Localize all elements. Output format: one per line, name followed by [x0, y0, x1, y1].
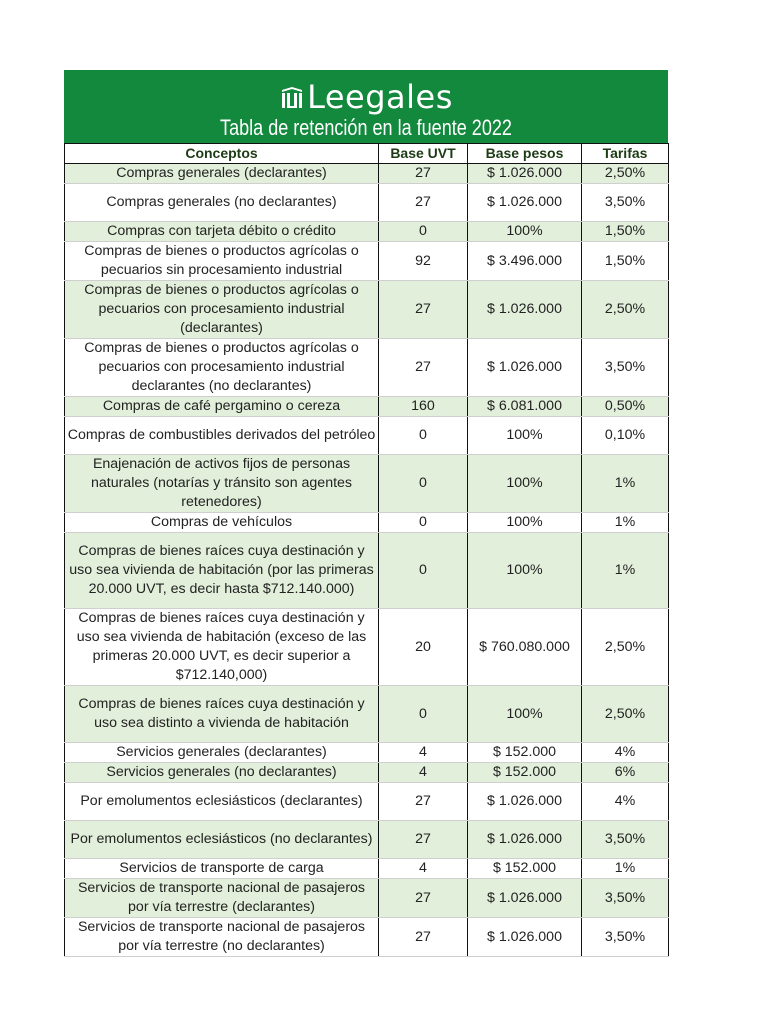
cell-base-uvt: 0 — [379, 455, 468, 513]
cell-tarifa: 1% — [582, 513, 669, 533]
cell-concepto: Compras de bienes raíces cuya destinación y uso sea vivienda de habitación (por las primeras 20.000 UVT, es decir hasta $712.140.000) — [65, 533, 379, 609]
cell-concepto: Servicios de transporte nacional de pasajeros por vía terrestre (declarantes) — [65, 879, 379, 918]
cell-concepto: Compras generales (no declarantes) — [65, 184, 379, 222]
table-row — [65, 455, 669, 513]
cell-base-uvt: 27 — [379, 184, 468, 222]
cell-tarifa: 2,50% — [582, 686, 669, 743]
cell-base-pesos: $ 3.496.000 — [468, 242, 582, 281]
column-header-tarifas: Tarifas — [582, 144, 669, 164]
cell-base-pesos: $ 1.026.000 — [468, 918, 582, 957]
cell-base-uvt: 27 — [379, 783, 468, 821]
cell-base-uvt: 27 — [379, 879, 468, 918]
brand-name: Leegales — [307, 78, 453, 116]
cell-base-uvt: 27 — [379, 339, 468, 397]
cell-concepto: Compras de bienes o productos agrícolas o pecuarios con procesamiento industrial declarantes (no declarantes) — [65, 339, 379, 397]
cell-concepto: Por emolumentos eclesiásticos (declarantes) — [65, 783, 379, 821]
table-row — [65, 242, 669, 281]
cell-base-uvt: 0 — [379, 417, 468, 455]
cell-base-uvt: 27 — [379, 281, 468, 339]
page-title: Tabla de retención en la fuente 2022 — [220, 115, 512, 140]
column-header-conceptos: Conceptos — [65, 144, 379, 164]
cell-base-uvt: 20 — [379, 609, 468, 686]
cell-base-uvt: 0 — [379, 686, 468, 743]
cell-concepto: Servicios generales (declarantes) — [65, 743, 379, 763]
cell-tarifa: 1% — [582, 455, 669, 513]
cell-base-pesos: $ 1.026.000 — [468, 184, 582, 222]
cell-base-uvt: 0 — [379, 222, 468, 242]
cell-base-pesos: $ 1.026.000 — [468, 164, 582, 184]
cell-base-uvt: 4 — [379, 763, 468, 783]
table-row — [65, 918, 669, 957]
cell-tarifa: 1,50% — [582, 222, 669, 242]
table-row — [65, 686, 669, 743]
cell-concepto: Servicios de transporte de carga — [65, 859, 379, 879]
cell-base-pesos: 100% — [468, 513, 582, 533]
retention-table — [64, 143, 669, 957]
cell-tarifa: 3,50% — [582, 339, 669, 397]
cell-tarifa: 0,10% — [582, 417, 669, 455]
brand-logo — [64, 76, 668, 118]
table-row — [65, 879, 669, 918]
cell-tarifa: 4% — [582, 743, 669, 763]
cell-base-pesos: $ 1.026.000 — [468, 821, 582, 859]
cell-base-pesos: 100% — [468, 455, 582, 513]
cell-concepto: Compras con tarjeta débito o crédito — [65, 222, 379, 242]
cell-tarifa: 2,50% — [582, 164, 669, 184]
cell-tarifa: 4% — [582, 783, 669, 821]
cell-base-pesos: $ 152.000 — [468, 859, 582, 879]
table-row — [65, 609, 669, 686]
cell-base-pesos: 100% — [468, 222, 582, 242]
cell-base-pesos: $ 1.026.000 — [468, 783, 582, 821]
cell-base-pesos: $ 1.026.000 — [468, 281, 582, 339]
cell-base-uvt: 4 — [379, 743, 468, 763]
cell-tarifa: 6% — [582, 763, 669, 783]
cell-base-uvt: 0 — [379, 513, 468, 533]
table-row — [65, 339, 669, 397]
table-row — [65, 397, 669, 417]
cell-concepto: Compras de bienes raíces cuya destinación y uso sea distinto a vivienda de habitación — [65, 686, 379, 743]
table-body — [65, 164, 669, 957]
cell-concepto: Servicios de transporte nacional de pasajeros por vía terrestre (no declarantes) — [65, 918, 379, 957]
table-row — [65, 184, 669, 222]
table-row — [65, 222, 669, 242]
table-row — [65, 513, 669, 533]
cell-tarifa: 2,50% — [582, 609, 669, 686]
cell-base-pesos: 100% — [468, 533, 582, 609]
cell-base-pesos: $ 152.000 — [468, 763, 582, 783]
column-header-base-uvt: Base UVT — [379, 144, 468, 164]
table-row — [65, 533, 669, 609]
cell-base-uvt: 27 — [379, 918, 468, 957]
table-row — [65, 743, 669, 763]
cell-tarifa: 0,50% — [582, 397, 669, 417]
book-logo-icon — [279, 85, 305, 111]
cell-tarifa: 1% — [582, 533, 669, 609]
cell-base-pesos: $ 760.080.000 — [468, 609, 582, 686]
cell-base-uvt: 27 — [379, 821, 468, 859]
cell-tarifa: 1,50% — [582, 242, 669, 281]
cell-base-uvt: 4 — [379, 859, 468, 879]
cell-tarifa: 3,50% — [582, 821, 669, 859]
cell-base-uvt: 160 — [379, 397, 468, 417]
column-header-base-pesos: Base pesos — [468, 144, 582, 164]
cell-concepto: Compras de bienes o productos agrícolas o pecuarios sin procesamiento industrial — [65, 242, 379, 281]
cell-base-pesos: 100% — [468, 417, 582, 455]
cell-base-pesos: $ 6.081.000 — [468, 397, 582, 417]
cell-tarifa: 2,50% — [582, 281, 669, 339]
cell-tarifa: 3,50% — [582, 918, 669, 957]
table-row — [65, 417, 669, 455]
table-row — [65, 164, 669, 184]
cell-base-pesos: $ 1.026.000 — [468, 339, 582, 397]
cell-concepto: Enajenación de activos fijos de personas naturales (notarías y tránsito son agentes retenedores) — [65, 455, 379, 513]
table-row — [65, 281, 669, 339]
table-row — [65, 821, 669, 859]
cell-base-pesos: $ 152.000 — [468, 743, 582, 763]
cell-base-uvt: 92 — [379, 242, 468, 281]
cell-concepto: Servicios generales (no declarantes) — [65, 763, 379, 783]
cell-tarifa: 3,50% — [582, 879, 669, 918]
table-row — [65, 763, 669, 783]
cell-concepto: Compras generales (declarantes) — [65, 164, 379, 184]
cell-base-pesos: 100% — [468, 686, 582, 743]
cell-concepto: Compras de vehículos — [65, 513, 379, 533]
cell-concepto: Compras de bienes raíces cuya destinación y uso sea vivienda de habitación (exceso de las primeras 20.000 UVT, es decir superior a $712.140,000) — [65, 609, 379, 686]
table-row — [65, 783, 669, 821]
cell-concepto: Compras de combustibles derivados del petróleo — [65, 417, 379, 455]
table-header-row — [65, 144, 669, 164]
cell-tarifa: 1% — [582, 859, 669, 879]
cell-concepto: Compras de café pergamino o cereza — [65, 397, 379, 417]
cell-base-uvt: 0 — [379, 533, 468, 609]
cell-base-pesos: $ 1.026.000 — [468, 879, 582, 918]
cell-base-uvt: 27 — [379, 164, 468, 184]
table-row — [65, 859, 669, 879]
cell-tarifa: 3,50% — [582, 184, 669, 222]
cell-concepto: Compras de bienes o productos agrícolas o pecuarios con procesamiento industrial (declarantes) — [65, 281, 379, 339]
retention-sheet — [64, 70, 668, 957]
cell-concepto: Por emolumentos eclesiásticos (no declarantes) — [65, 821, 379, 859]
header-banner — [64, 70, 668, 143]
